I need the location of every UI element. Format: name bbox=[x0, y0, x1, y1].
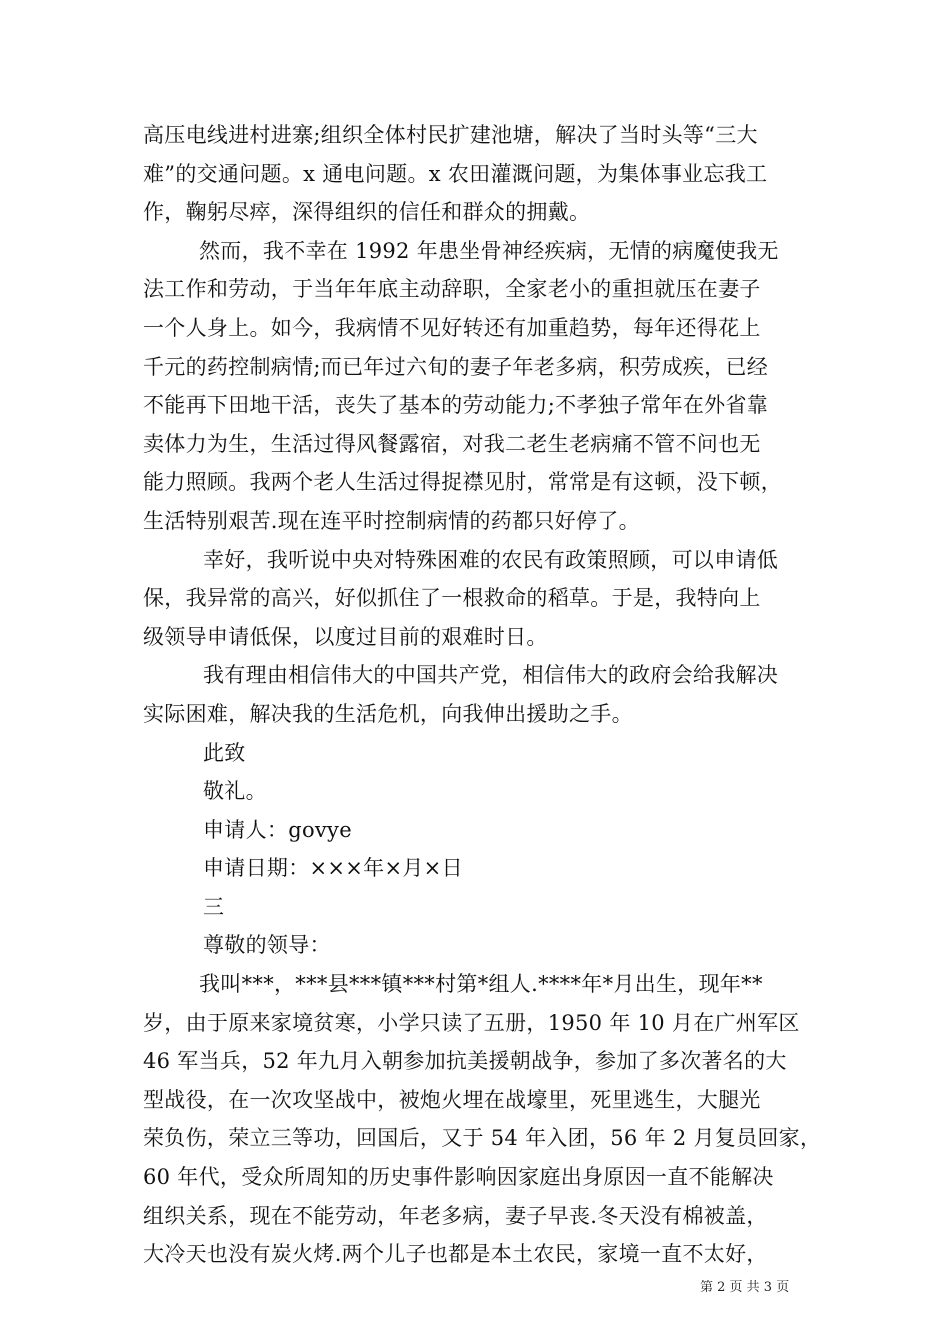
paragraph-line: 我有理由相信伟大的中国共产党，相信伟大的政府会给我解决 bbox=[203, 663, 779, 688]
paragraph-line: 荣负伤，荣立三等功，回国后，又于 54 年入团，56 年 2 月复员回家， bbox=[143, 1126, 822, 1151]
paragraph-line: 法工作和劳动，于当年年底主动辞职，全家老小的重担就压在妻子 bbox=[143, 277, 761, 302]
paragraph-line: 作，鞠躬尽瘁，深得组织的信任和群众的拥戴。 bbox=[143, 200, 591, 225]
paragraph-line: 难”的交通问题。x 通电问题。x 农田灌溉问题，为集体事业忘我工 bbox=[143, 161, 768, 186]
paragraph-line: 高压电线进村进寨;组织全体村民扩建池塘，解决了当时头等“三大 bbox=[143, 123, 758, 147]
paragraph-line: 大冷天也没有炭火烤.两个儿子也都是本土农民，家境一直不太好， bbox=[143, 1242, 768, 1267]
section-number: 三 bbox=[203, 894, 225, 919]
paragraph-line: 我叫***，***县***镇***村第*组人.****年*月出生，现年** bbox=[199, 972, 763, 997]
paragraph-line: 千元的药控制病情;而已年过六旬的妻子年老多病，积劳成疾，已经 bbox=[143, 354, 769, 379]
paragraph-line: 一个人身上。如今，我病情不见好转还有加重趋势，每年还得花上 bbox=[143, 315, 761, 340]
document-body bbox=[143, 116, 823, 1274]
paragraph-line: 46 军当兵，52 年九月入朝参加抗美援朝战争，参加了多次著名的大 bbox=[143, 1049, 787, 1074]
page-indicator: 第 2 页 共 3 页 bbox=[700, 1280, 790, 1295]
paragraph-line: 组织关系，现在不能劳动，年老多病，妻子早丧.冬天没有棉被盖， bbox=[143, 1203, 768, 1228]
paragraph-line: 卖体力为生，生活过得风餐露宿，对我二老生老病痛不管不问也无 bbox=[143, 431, 761, 456]
paragraph-line: 生活特别艰苦.现在连平时控制病情的药都只好停了。 bbox=[143, 508, 640, 533]
date-line: 申请日期：×××年×月×日 bbox=[203, 856, 463, 881]
paragraph-line: 级领导申请低保，以度过目前的艰难时日。 bbox=[143, 624, 548, 649]
paragraph-line: 型战役，在一次攻坚战中，被炮火埋在战壕里，死里逃生，大腿光 bbox=[143, 1087, 761, 1112]
paragraph-line: 保，我异常的高兴，好似抓住了一根救命的稻草。于是，我特向上 bbox=[143, 586, 761, 611]
closing-line: 此致 bbox=[203, 740, 246, 765]
paragraph-line: 不能再下田地干活，丧失了基本的劳动能力;不孝独子常年在外省靠 bbox=[143, 393, 769, 418]
closing-line: 敬礼。 bbox=[203, 779, 267, 804]
paragraph-line: 岁，由于原来家境贫寒，小学只读了五册，1950 年 10 月在广州军区 bbox=[143, 1010, 800, 1035]
applicant-line: 申请人：govye bbox=[203, 817, 352, 842]
paragraph-line: 然而，我不幸在 1992 年患坐骨神经疾病，无情的病魔使我无 bbox=[199, 238, 779, 263]
paragraph-line: 能力照顾。我两个老人生活过得捉襟见肘，常常是有这顿，没下顿， bbox=[143, 470, 782, 495]
paragraph-line: 实际困难，解决我的生活危机，向我伸出援助之手。 bbox=[143, 701, 633, 726]
paragraph-line: 60 年代，受众所周知的历史事件影响因家庭出身原因一直不能解决 bbox=[143, 1165, 774, 1190]
paragraph-line: 幸好，我听说中央对特殊困难的农民有政策照顾，可以申请低 bbox=[203, 547, 779, 572]
salutation: 尊敬的领导： bbox=[203, 933, 331, 958]
